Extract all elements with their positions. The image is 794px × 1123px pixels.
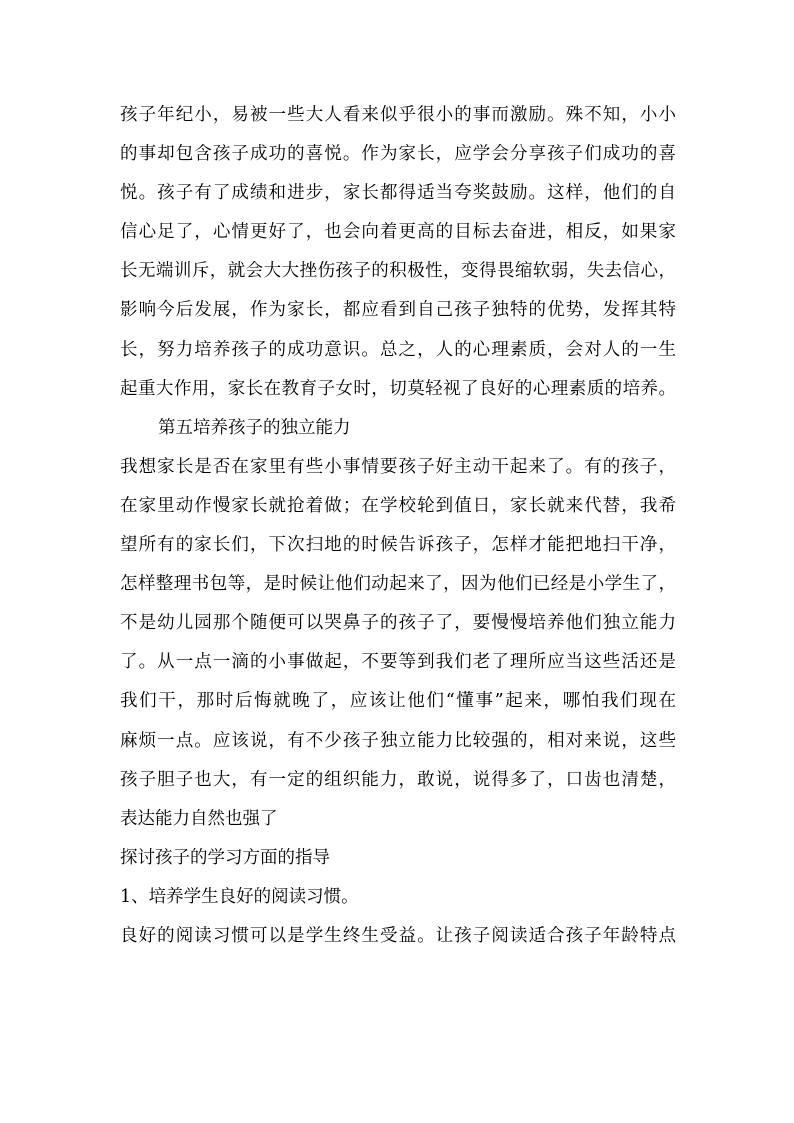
text-line: 信心足了，心情更好了，也会向着更高的目标去奋进，相反，如果家 (120, 222, 676, 243)
text-line: 麻烦一点。应该说，有不少孩子独立能力比较强的，相对来说，这些 (120, 730, 676, 751)
text-line: 良好的阅读习惯可以是学生终生受益。让孩子阅读适合孩子年龄特点 (120, 925, 676, 946)
text-line: 望所有的家长们，下次扫地的时候告诉孩子，怎样才能把地扫干净， (120, 535, 676, 556)
text-line: 表达能力自然也强了 (120, 808, 278, 829)
text-line: 我想家长是否在家里有些小事情要孩子好主动干起来了。有的孩子， (120, 456, 676, 477)
text-line: 在家里动作慢家长就抢着做；在学校轮到值日，家长就来代替，我希 (120, 495, 676, 516)
text-line: 怎样整理书包等，是时候让他们动起来了，因为他们已经是小学生了， (120, 574, 676, 595)
text-line: 悦。孩子有了成绩和进步，家长都得适当夸奖鼓励。这样，他们的自 (120, 183, 676, 204)
text-line: 长，努力培养孩子的成功意识。总之，人的心理素质，会对人的一生 (120, 339, 676, 360)
item-heading-reading-habits: 1、培养学生良好的阅读习惯。 (120, 886, 359, 907)
section-heading-learning-guidance: 探讨孩子的学习方面的指导 (120, 847, 330, 868)
text-line: 孩子年纪小，易被一些大人看来似乎很小的事而激励。殊不知，小小 (120, 105, 676, 125)
document-body (120, 96, 676, 956)
text-line: 了。从一点一滴的小事做起，不要等到我们老了理所应当这些活还是 (120, 652, 676, 673)
section-heading-independence: 第五培养孩子的独立能力 (158, 417, 351, 438)
text-line: 起重大作用，家长在教育子女时，切莫轻视了良好的心理素质的培养。 (120, 378, 676, 399)
paragraph-independence (120, 448, 676, 839)
text-line: 我们干，那时后悔就晚了，应该让他们“懂事”起来，哪怕我们现在 (120, 691, 676, 712)
text-line: 影响今后发展，作为家长，都应看到自己孩子独特的优势，发挥其特 (120, 300, 676, 321)
text-line: 孩子胆子也大，有一定的组织能力，敢说，说得多了，口齿也清楚， (120, 769, 676, 790)
text-line: 的事却包含孩子成功的喜悦。作为家长，应学会分享孩子们成功的喜 (120, 144, 676, 165)
text-line: 长无端训斥，就会大大挫伤孩子的积极性，变得畏缩软弱，失去信心， (120, 261, 676, 282)
paragraph-success-encouragement (120, 96, 676, 409)
paragraph-reading-habits (120, 917, 676, 956)
text-line: 不是幼儿园那个随便可以哭鼻子的孩子了，要慢慢培养他们独立能力 (120, 613, 676, 634)
